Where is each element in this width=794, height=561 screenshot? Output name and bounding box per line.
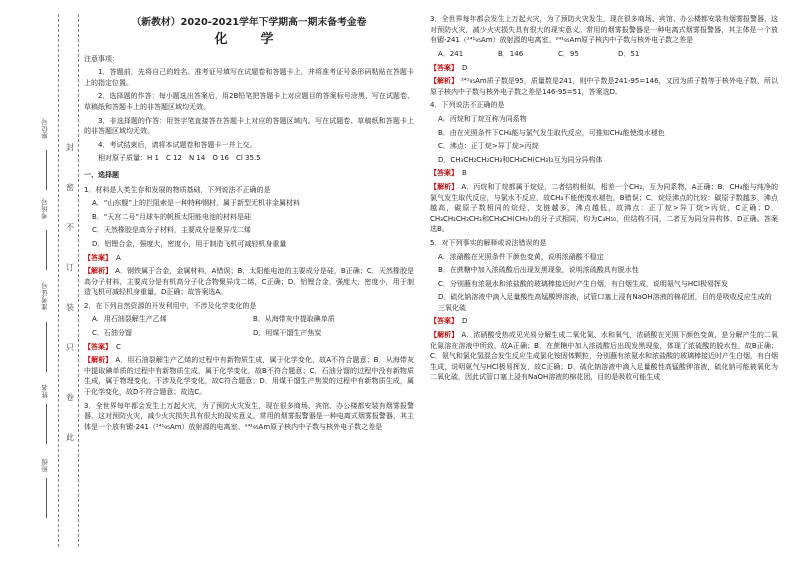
exam-room-label: 考场号 bbox=[41, 198, 49, 219]
notice-item: 4．考试结束后，请将本试题卷和答题卡一并上交。 bbox=[98, 140, 257, 149]
option: A．浓硝酸在光照条件下颜色变黄，说明浓硝酸不稳定 bbox=[438, 252, 604, 261]
binding-char: 卷 bbox=[66, 393, 74, 402]
binding-dashed-line bbox=[78, 14, 79, 547]
atomic-masses: 相对原子质量：H 1 C 12 N 14 O 16 Cl 35.5 bbox=[98, 154, 261, 163]
answer-line bbox=[430, 316, 778, 327]
binding-char: 密 bbox=[66, 183, 74, 192]
document-title: （新教材）2020-2021学年下学期高一期末备考金卷 bbox=[131, 17, 367, 28]
option-row bbox=[84, 328, 414, 339]
answer-label: 【答案】 bbox=[84, 342, 112, 351]
option: B．在蔗糖中加入浓硫酸后出现发黑现象，说明浓硫酸具有脱水性 bbox=[438, 266, 639, 275]
question-stem-continued bbox=[430, 14, 778, 46]
option: B．146 bbox=[498, 50, 524, 58]
notice-heading: 注意事项： bbox=[84, 54, 119, 63]
exam-room-line bbox=[46, 230, 47, 270]
binding-char: 封 bbox=[66, 143, 74, 152]
answer-label: 【答案】 bbox=[84, 253, 112, 262]
analysis-text: A．丙烷和丁烷都属于烷烃，二者结构相似，相差一个CH₂，互为同系物，A正确；B．CH₄能与纯净的氯气发生取代反应，与氯水不反应，故CH₄不能使溴水褪色，B错误；C．烷烃沸点的比较：碳原子数越多，沸点越高，碳原子数相同的烷烃，支链越多，沸点越低，故沸点：正丁烷>异丁烷>丙烷，C正确；D．CH₃CH₂CH₂CH₃和CH₃CH(CH₃)₂的分子式相同，均为C₄H₁₀，但结构不同，二者互为同分异构体，D正确。答案选B。 bbox=[430, 182, 779, 234]
binding-char: 只 bbox=[66, 343, 74, 352]
option: C．天然橡胶是高分子材料，主要成分是聚异戊二烯 bbox=[92, 226, 251, 235]
seat-number-line bbox=[46, 150, 47, 190]
answer-line bbox=[430, 63, 778, 74]
option: D．CH₃CH₂CH₂CH₃和CH₃CH(CH₃)₂互为同分异构体 bbox=[438, 155, 603, 164]
answer-value: B bbox=[462, 169, 467, 178]
binding-char: 此 bbox=[66, 433, 74, 442]
notice-item: 3．非选择题的作答：用签字笔直接答在答题卡上对应的答题区域内。写在试题卷、草稿纸和答题卡上的非答题区域均无效。 bbox=[84, 116, 414, 136]
answer-value: D bbox=[462, 317, 468, 326]
analysis-label: 【解析】 bbox=[84, 356, 113, 365]
notice-item: 1．答题前，先将自己的姓名、准考证号填写在试题卷和答题卡上，并将准考证号条形码粘贴在答题卡上的指定位置。 bbox=[84, 68, 414, 87]
answer-label: 【答案】 bbox=[430, 317, 458, 326]
section-title: 一、选择题 bbox=[84, 170, 119, 179]
answer-label: 【答案】 bbox=[430, 169, 458, 178]
analysis-text: A．钢铁属于合金，金属材料，A错误；B．太阳能电池的主要成分是硅，B正确；C．天然橡胶是高分子材料，主要成分是有机高分子化合物聚异戊二烯，C正确；D．铝锂合金，强度大，密度小，用于制造飞机可减轻机身重量，D正确；故答案选A。 bbox=[84, 267, 414, 297]
analysis bbox=[430, 76, 778, 97]
answer-value: A bbox=[116, 253, 121, 262]
option: D．用煤干馏生产焦炭 bbox=[253, 329, 322, 338]
option: D．硫化钠溶液中滴入足量酸性高锰酸钾溶液，试管口塞上浸有NaOH溶液的棉花团，目的是吸收反应生成的三氧化硫 bbox=[438, 293, 772, 312]
right-column bbox=[430, 14, 778, 386]
option: C．沸点：正丁烷>异丁烷>丙烷 bbox=[438, 142, 539, 151]
option: D．51 bbox=[618, 50, 640, 58]
seat-number-label: 座位号 bbox=[41, 118, 49, 139]
analysis bbox=[430, 182, 778, 235]
answer-line bbox=[84, 342, 414, 353]
option: C．石油分馏 bbox=[92, 329, 132, 338]
question-stem: 4．下列说法不正确的是 bbox=[430, 101, 505, 110]
answer-line bbox=[84, 253, 414, 264]
question-stem: 5．对下列事实的解释或说法错误的是 bbox=[430, 238, 547, 247]
option: B．由在光照条件下CH₄能与氯气发生取代反应，可推知CH₄能使溴水褪色 bbox=[438, 128, 665, 137]
binding-char: 订 bbox=[66, 263, 74, 272]
option: B．从海带灰中提取碘单质 bbox=[253, 315, 335, 324]
left-column bbox=[84, 14, 414, 431]
binding-dashed-line bbox=[58, 14, 59, 547]
analysis-text: A．用石油裂解生产乙烯的过程中有新物质生成，属于化学变化，故A不符合题意；B．从海带灰中提取碘单质的过程中有新物质生成，属于化学变化，故B不符合题意；C．石油分馏的过程中没有新物质生成，属于物理变化，不涉及化学变化，故C符合题意；D．用煤干馏生产焦炭的过程中有新物质生成，属于化学变化，故D不符合题意；故选C。 bbox=[84, 356, 414, 397]
class-line bbox=[46, 478, 47, 518]
analysis-label: 【解析】 bbox=[430, 331, 459, 340]
question-stem-text: 3．全世界每年都会发生上万起火灾，为了预防火灾发生，现在很多商场、宾馆、办公楼都安装有烟雾报警器，这对预防火灾，减少火灾损失具有很大的现实意义。常用的烟雾报警器是一种电离式烟雾报警器，其主体是一个放有镅-241（²⁴¹₉₅Am）放射源的电离室。²⁴¹₉₅Am原子核内中子数与核外电子数之差是 bbox=[430, 15, 778, 45]
option-row bbox=[430, 49, 778, 60]
option: C．分别蘸有浓氨水和浓盐酸的玻璃棒接近时产生白烟，有白烟生成，说明氨气与HCl极易挥发 bbox=[438, 279, 728, 288]
admission-number-line bbox=[46, 322, 47, 372]
notice-item: 2．选择题的作答：每小题选出答案后，用2B铅笔把答题卡上对应题目的答案标号涂黑，写在试题卷、草稿纸和答题卡上的非答题区域均无效。 bbox=[84, 92, 414, 111]
answer-label: 【答案】 bbox=[430, 63, 458, 72]
binding-margin bbox=[0, 0, 82, 561]
analysis-text: A．浓硝酸受热或见光易分解生成二氧化氮、水和氧气，浓硝酸在光照下颜色变黄，是分解产生的二氧化氮溶在溶液中所致，故A正确；B．在蔗糖中加入浓硫酸后出现发黑现象，体现了浓硫酸的脱水性，故B正确；C．氨气和氯化氢混合发生反应生成氯化铵固体颗粒，分别蘸有浓氨水和浓盐酸的玻璃棒接近时产生白烟，有白烟生成，说明氨气与HCl极易挥发，故C正确；D．硫化钠溶液中滴入足量酸性高锰酸钾溶液，硫化钠可能被氧化为二氧化硫，因此试管口塞上浸有NaOH溶液的棉花团，目的是吸收可能生成 bbox=[430, 331, 778, 382]
subject-title: 化 学 bbox=[214, 32, 284, 47]
option: B．“天宫二号”月球车的帆板太阳能电池的材料是硅 bbox=[92, 212, 252, 221]
analysis-label: 【解析】 bbox=[430, 77, 459, 86]
question-stem: 1．材料是人类生存和发展的物质基础，下列说法不正确的是 bbox=[84, 185, 271, 194]
option-row bbox=[84, 314, 414, 325]
answer-value: C bbox=[116, 342, 121, 351]
binding-char: 不 bbox=[66, 223, 74, 232]
admission-number-label: 准考证号 bbox=[41, 282, 49, 310]
analysis bbox=[84, 355, 414, 397]
name-label: 姓名 bbox=[41, 384, 49, 398]
name-line bbox=[46, 404, 47, 444]
binding-char: 装 bbox=[66, 303, 74, 312]
option: C．95 bbox=[558, 50, 579, 58]
analysis-label: 【解析】 bbox=[430, 182, 459, 191]
option: D．铝锂合金，强度大，密度小，用于制造飞机可减轻机身重量 bbox=[92, 239, 287, 248]
analysis bbox=[430, 330, 778, 383]
analysis-label: 【解析】 bbox=[84, 267, 113, 276]
question-stem: 2．在下列自然资源的开发利用中，不涉及化学变化的是 bbox=[84, 301, 257, 310]
option: A．“山东舰”上的拦阻索是一种特种钢材，属于新型无机非金属材料 bbox=[92, 199, 301, 208]
class-label: 班级 bbox=[41, 458, 49, 472]
answer-line bbox=[430, 168, 778, 179]
question-stem: 3．全世界每年都会发生上万起火灾，为了预防火灾发生，现在很多商场、宾馆、办公楼都安装有烟雾报警器，这对预防火灾，减少火灾损失具有很大的现实意义。常用的烟雾报警器是一种电离式烟雾报警器，其主体是一个放有镅-241（²⁴¹₉₅Am）放射源的电离室。²⁴¹₉₅Am原子核内中子数与核外电子数之差是 bbox=[84, 401, 414, 431]
answer-value: D bbox=[462, 63, 468, 72]
option: A．丙烷和丁烷互称为同系物 bbox=[438, 114, 527, 123]
analysis-text: ²⁴¹₉₅Am质子数是95，质量数是241，则中子数是241-95=146，又因为质子数等于核外电子数，所以原子核内中子数与核外电子数之差是146-95=51，答案选D。 bbox=[430, 77, 778, 96]
analysis bbox=[84, 266, 414, 298]
option: A．用石油裂解生产乙烯 bbox=[92, 315, 167, 324]
option: A．241 bbox=[438, 50, 464, 58]
